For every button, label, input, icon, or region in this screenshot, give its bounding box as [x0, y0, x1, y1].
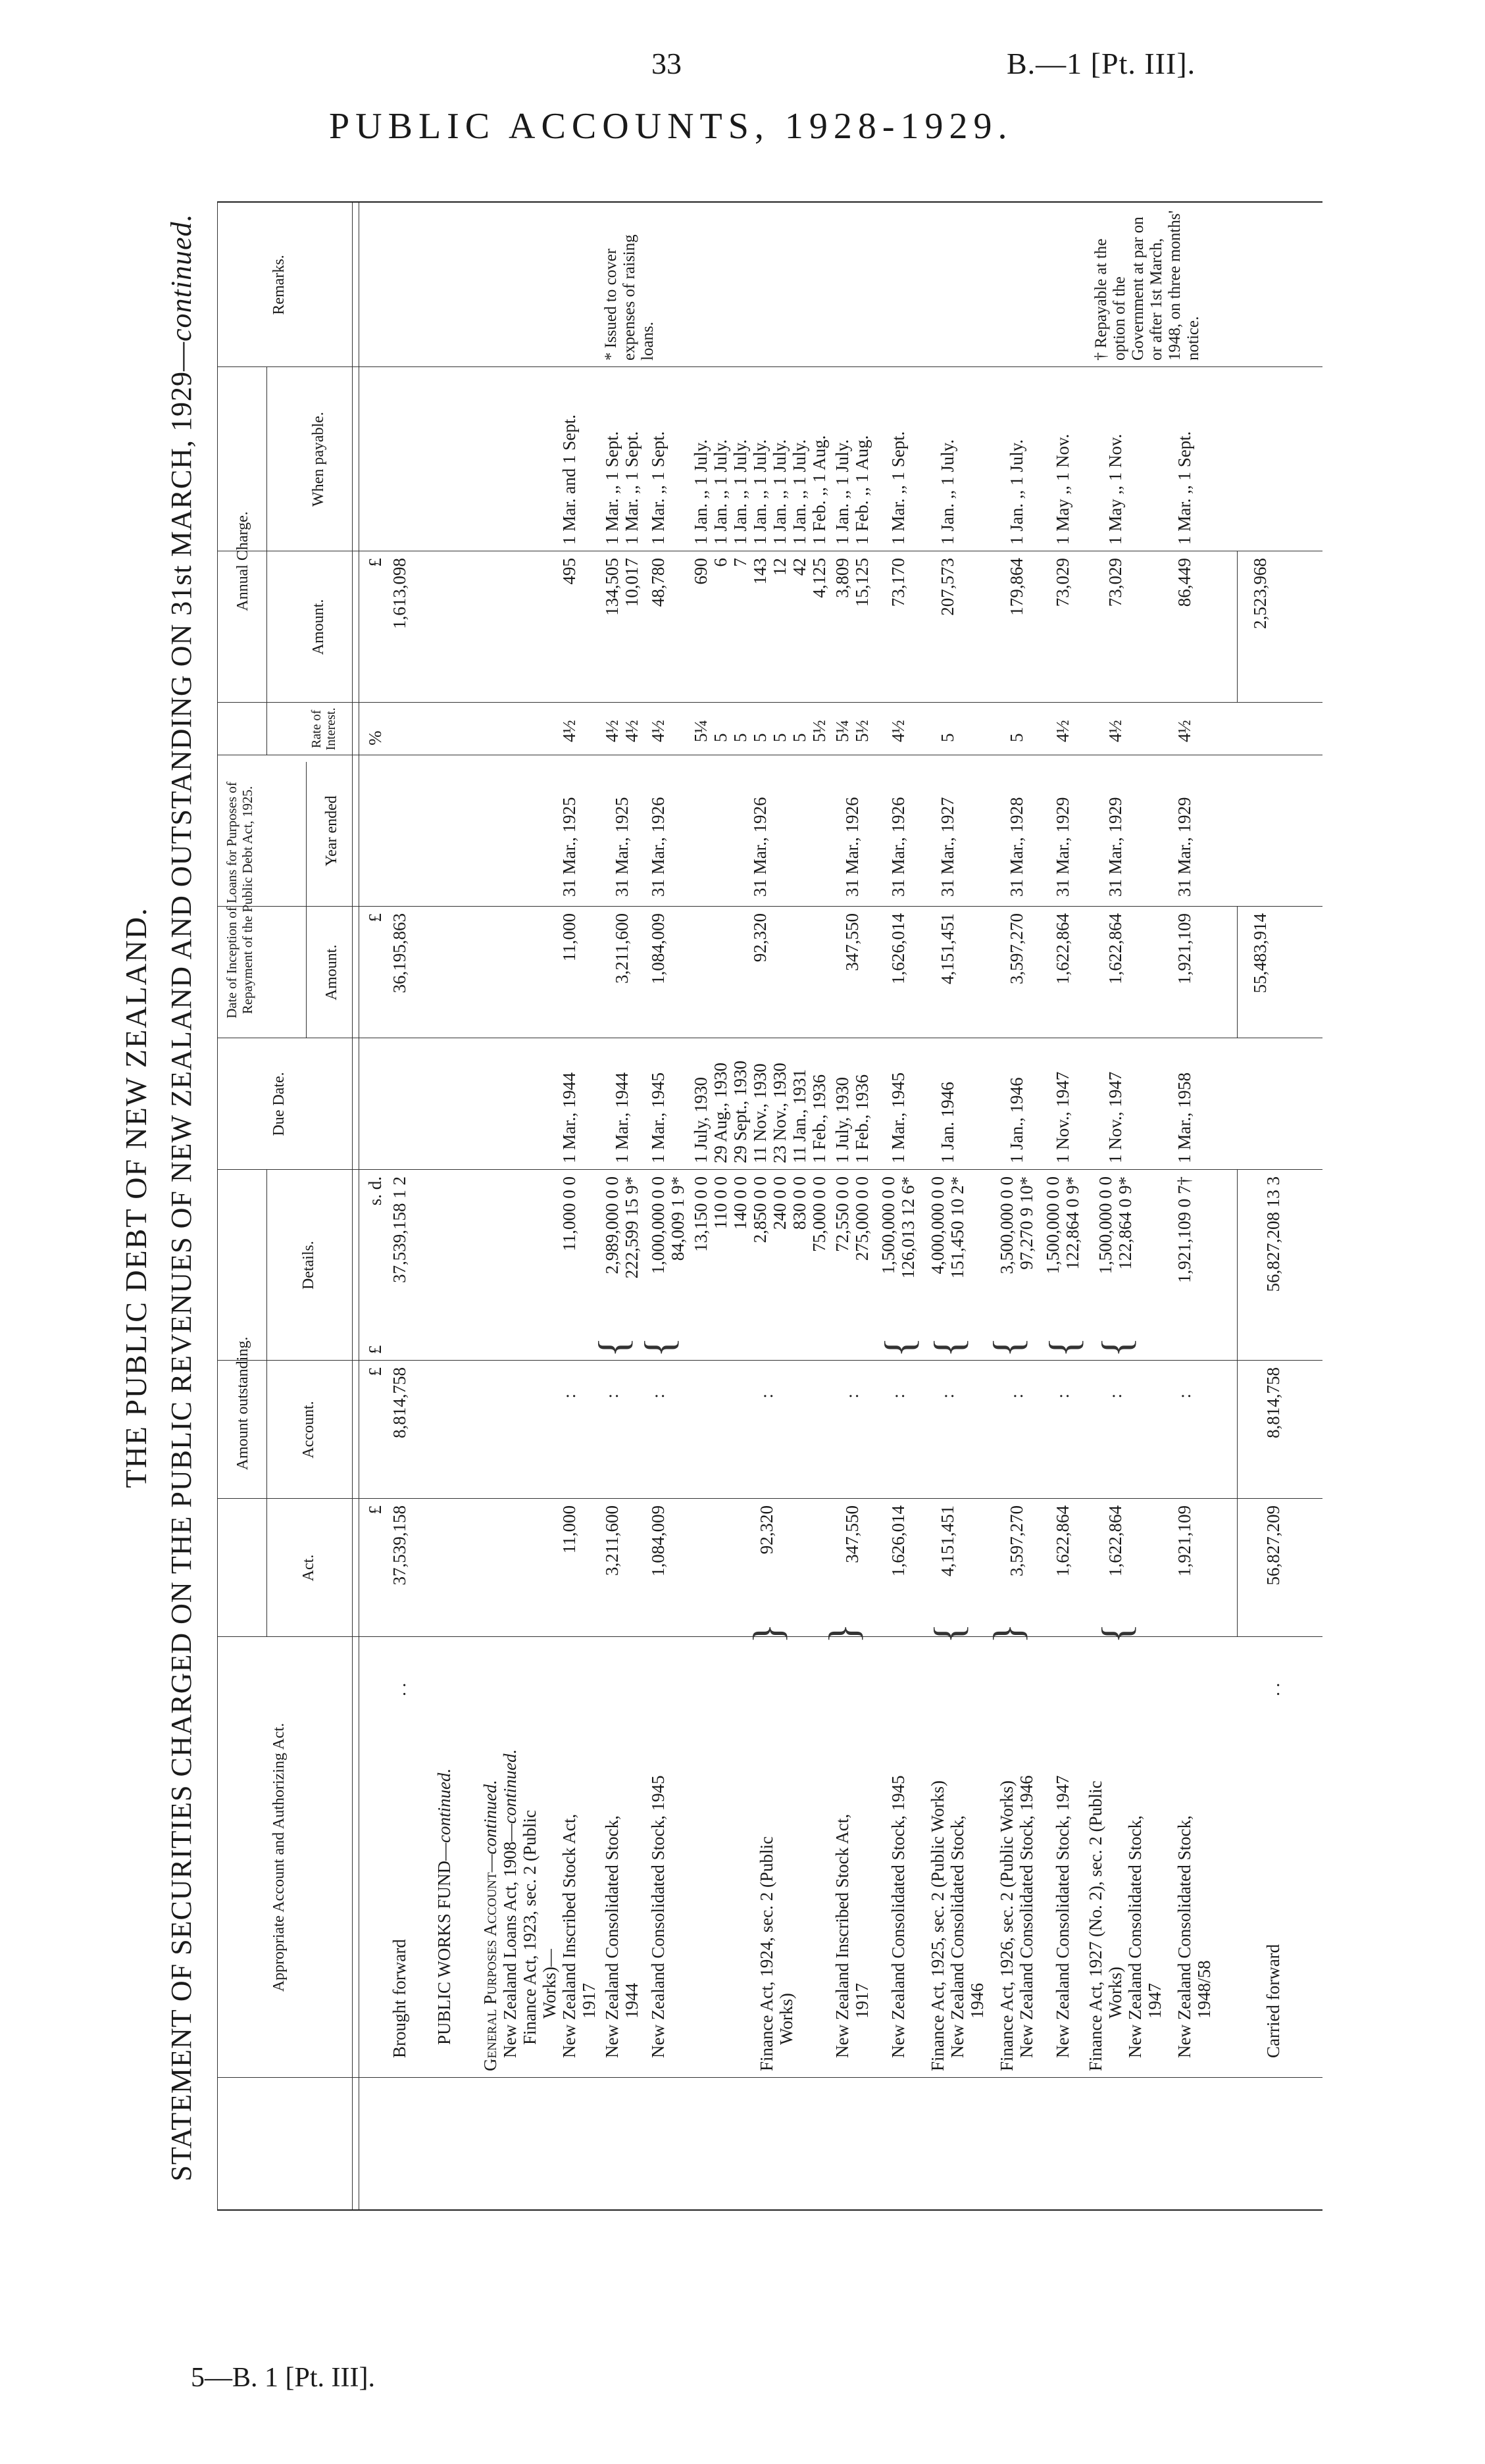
when-payable: 1 Feb. ,, 1 Aug. — [852, 435, 872, 545]
due-date: 1 Mar., 1945 — [888, 1072, 908, 1163]
due-date: 1 Mar., 1944 — [612, 1072, 632, 1163]
act-amount: 3,211,600 — [602, 1505, 622, 1576]
charge-amount: 6 — [711, 558, 730, 567]
interest-rate: 4½ — [648, 720, 668, 742]
account-amount: : — [1007, 1394, 1026, 1399]
account-heading: General Purposes Account—continued. — [480, 1780, 500, 2071]
act-amount: 1,622,864 — [1053, 1505, 1072, 1576]
inception-amount: 1,622,864 — [1053, 913, 1072, 984]
col-header-when-payable: When payable. — [310, 412, 327, 507]
carried-act: 56,827,209 — [1263, 1505, 1283, 1586]
details-amount: 1,500,000 0 0 — [878, 1176, 898, 1274]
remark: † Repayable at the option of the Government at par on or after 1st March, 1948, on three months' notice. — [1092, 210, 1202, 361]
details-amount: 151,450 10 2* — [947, 1176, 967, 1279]
row-label: 1948/58 — [1194, 1960, 1214, 2019]
inception-amount: 1,626,014 — [888, 913, 908, 984]
charge-amount: 73,029 — [1053, 558, 1072, 607]
row-label: Finance Act, 1924, sec. 2 (Public — [757, 1836, 776, 2071]
charge-amount: 73,029 — [1105, 558, 1125, 607]
charge-amount: 7 — [730, 558, 750, 567]
brace: { — [984, 1337, 1031, 1357]
act-amount: 1,921,109 — [1174, 1505, 1194, 1576]
rule — [352, 203, 353, 2209]
when-payable: 1 Jan. ,, 1 July. — [938, 439, 957, 545]
col-header-remarks: Remarks. — [270, 255, 288, 315]
interest-rate: 5¼ — [832, 720, 852, 742]
charge-amount: 86,449 — [1174, 558, 1194, 607]
brace: } — [984, 1623, 1031, 1644]
charge-amount: 134,505 — [602, 558, 622, 616]
act-heading: New Zealand Loans Act, 1908—continued. — [500, 1749, 520, 2058]
col-header-year-ended: Year ended — [323, 795, 340, 867]
row-label: 1917 — [852, 1983, 872, 2019]
col-header-due-date: Due Date. — [270, 1072, 288, 1136]
brace: { — [636, 1337, 682, 1357]
when-payable: 1 May ,, 1 Nov. — [1053, 434, 1072, 545]
due-date: 1 Feb., 1936 — [852, 1074, 872, 1163]
col-header-annual-charge: Annual Charge. — [234, 511, 251, 611]
when-payable: 1 Jan. ,, 1 July. — [711, 439, 730, 545]
details-amount: 1,000,000 0 0 — [648, 1176, 668, 1274]
brace: { — [925, 1623, 972, 1644]
col-header-details: Details. — [300, 1241, 317, 1290]
rule — [217, 203, 218, 2209]
due-date: 1 Mar., 1944 — [559, 1072, 579, 1163]
act-amount: 1,622,864 — [1105, 1505, 1125, 1576]
due-date: 1 July, 1930 — [832, 1076, 852, 1163]
row-label: New Zealand Consolidated Stock, 1945 — [648, 1775, 668, 2058]
charge-amount: 73,170 — [888, 558, 908, 607]
year-ended: 31 Mar., 1929 — [1105, 797, 1125, 897]
interest-rate: 5 — [938, 733, 957, 742]
account-amount: : — [602, 1394, 622, 1399]
row-label: Finance Act, 1927 (No. 2), sec. 2 (Public — [1086, 1780, 1105, 2071]
rule — [217, 906, 1322, 907]
year-ended: 31 Mar., 1929 — [1174, 797, 1194, 897]
inception-amount: 347,550 — [842, 913, 862, 971]
charge-amount: 4,125 — [809, 558, 829, 598]
due-date: 1 Nov., 1947 — [1105, 1071, 1125, 1163]
due-date: 1 Mar., 1945 — [648, 1072, 668, 1163]
due-date: 1 Feb., 1936 — [809, 1074, 829, 1163]
due-date: 1 Mar., 1958 — [1174, 1072, 1194, 1163]
brace: { — [925, 1337, 972, 1357]
when-payable: 1 Mar. and 1 Sept. — [559, 415, 579, 545]
details-amount: 122,864 0 9* — [1063, 1176, 1082, 1270]
due-date: 1 Jan. 1946 — [938, 1082, 957, 1163]
carried-account: 8,814,758 — [1263, 1367, 1283, 1438]
brace: } — [820, 1623, 867, 1644]
inception-amount: 3,597,270 — [1007, 913, 1026, 984]
due-date: 1 Jan., 1946 — [1007, 1077, 1026, 1163]
brought-inception-amount: 36,195,863 — [390, 913, 409, 993]
charge-amount: 10,017 — [622, 558, 642, 607]
charge-amount: 15,125 — [852, 558, 872, 607]
account-amount: : — [1174, 1394, 1194, 1399]
unit-pound: £ — [365, 1505, 385, 1515]
act-amount: 1,626,014 — [888, 1505, 908, 1576]
charge-amount: 690 — [691, 558, 711, 585]
running-header: PUBLIC ACCOUNTS, 1928-1929. — [329, 106, 1013, 147]
year-ended: 31 Mar., 1929 — [1053, 797, 1072, 897]
year-ended: 31 Mar., 1926 — [842, 797, 862, 897]
col-header-inception: Date of Inception of Loans for Purposes of Repayment of the Public Debt Act, 1925. — [224, 782, 255, 1018]
unit-pound: £ — [365, 1367, 385, 1376]
brace: } — [744, 1623, 791, 1644]
brought-account: 8,814,758 — [390, 1367, 409, 1438]
interest-rate: 5 — [730, 733, 750, 742]
col-header-act: Appropriate Account and Authorizing Act. — [270, 1722, 288, 1992]
details-amount: 3,500,000 0 0 — [997, 1176, 1017, 1274]
act-amount: 92,320 — [757, 1505, 776, 1555]
col-header-charge-amount: Amount. — [310, 599, 327, 655]
act-amount: 4,151,451 — [938, 1505, 957, 1576]
row-label: New Zealand Consolidated Stock, — [947, 1815, 967, 2058]
when-payable: 1 Feb. ,, 1 Aug. — [809, 435, 829, 545]
charge-amount: 179,864 — [1007, 558, 1026, 616]
when-payable: 1 Mar. ,, 1 Sept. — [648, 431, 668, 545]
page-number: 33 — [651, 47, 682, 80]
table-title: THE PUBLIC DEBT OF NEW ZEALAND. — [119, 907, 153, 1488]
inception-amount: 92,320 — [750, 913, 770, 963]
row-label: 1946 — [967, 1983, 987, 2019]
when-payable: 1 Jan. ,, 1 July. — [1007, 439, 1026, 545]
details-amount: 2,850 0 0 — [750, 1176, 770, 1244]
rule — [217, 2077, 1322, 2078]
leader-dots: . . — [1263, 1682, 1283, 1696]
details-amount: 72,550 0 0 — [832, 1176, 852, 1252]
year-ended: 31 Mar., 1926 — [750, 797, 770, 897]
row-label: 1947 — [1145, 1983, 1165, 2019]
details-amount: 275,000 0 0 — [852, 1176, 872, 1261]
row-label: 1944 — [622, 1983, 642, 2019]
rule — [266, 367, 267, 755]
row-label: 1917 — [579, 1983, 599, 2019]
interest-rate: 5 — [1007, 733, 1026, 742]
row-label-carried-forward: Carried forward — [1263, 1944, 1283, 2058]
row-label: Works) — [1105, 1967, 1125, 2019]
interest-rate: 4½ — [622, 720, 642, 742]
col-header-amount-outstanding: Amount outstanding. — [234, 1336, 251, 1471]
when-payable: 1 Jan. ,, 1 July. — [770, 439, 790, 545]
brace: { — [876, 1337, 922, 1357]
account-amount: : — [1053, 1394, 1072, 1399]
interest-rate: 5¼ — [691, 720, 711, 742]
interest-rate: 4½ — [602, 720, 622, 742]
row-label-brought-forward: Brought forward — [390, 1939, 409, 2058]
leader-dots: . . — [390, 1682, 409, 1696]
act-subheading: Works)— — [540, 1949, 559, 2019]
col-header-account: Account. — [300, 1401, 317, 1459]
account-amount: : — [648, 1394, 668, 1399]
interest-rate: 4½ — [1174, 720, 1194, 742]
carried-inception-amount: 55,483,914 — [1250, 913, 1270, 993]
footer-reference: 5—B. 1 [Pt. III]. — [191, 2363, 375, 2393]
details-amount: 2,989,000 0 0 — [602, 1176, 622, 1274]
inception-amount: 4,151,451 — [938, 913, 957, 984]
details-amount: 240 0 0 — [770, 1176, 790, 1230]
act-amount: 347,550 — [842, 1505, 862, 1563]
when-payable: 1 Jan. ,, 1 July. — [832, 439, 852, 545]
year-ended: 31 Mar., 1926 — [648, 797, 668, 897]
row-label: New Zealand Consolidated Stock, 1947 — [1053, 1775, 1072, 2058]
col-header-rate: Rate of Interest. — [309, 707, 338, 751]
charge-amount: 42 — [790, 558, 809, 576]
charge-amount: 48,780 — [648, 558, 668, 607]
row-label: Works) — [776, 1993, 796, 2045]
interest-rate: 4½ — [1105, 720, 1125, 742]
details-amount: 84,009 1 9* — [668, 1176, 688, 1261]
inception-amount: 1,084,009 — [648, 913, 668, 984]
due-date: 29 Sept., 1930 — [730, 1060, 750, 1163]
when-payable: 1 Jan. ,, 1 July. — [750, 439, 770, 545]
act-amount: 3,597,270 — [1007, 1505, 1026, 1576]
due-date: 23 Nov., 1930 — [770, 1063, 790, 1163]
account-amount: : — [938, 1394, 957, 1399]
unit-pound: £ — [365, 913, 385, 922]
carried-charge-amount: 2,523,968 — [1250, 558, 1270, 629]
details-amount: 13,150 0 0 — [691, 1176, 711, 1252]
details-amount: 11,000 0 0 — [559, 1176, 579, 1251]
act-amount: 11,000 — [559, 1505, 579, 1554]
year-ended: 31 Mar., 1925 — [559, 797, 579, 897]
details-amount: 122,864 0 9* — [1115, 1176, 1135, 1270]
remark: * Issued to cover expenses of raising loans. — [602, 234, 657, 361]
when-payable: 1 Mar. ,, 1 Sept. — [622, 431, 642, 545]
interest-rate: 4½ — [1053, 720, 1072, 742]
debt-table — [217, 201, 1322, 2211]
inception-amount: 11,000 — [559, 913, 579, 962]
when-payable: 1 May ,, 1 Nov. — [1105, 434, 1125, 545]
when-payable: 1 Jan. ,, 1 July. — [691, 439, 711, 545]
inception-amount: 3,211,600 — [612, 913, 632, 984]
details-amount: 830 0 0 — [790, 1176, 809, 1230]
charge-amount: 12 — [770, 558, 790, 576]
brace: { — [1040, 1337, 1087, 1357]
rule — [1237, 907, 1238, 1038]
brace: { — [1093, 1337, 1140, 1357]
when-payable: 1 Mar. ,, 1 Sept. — [602, 431, 622, 545]
account-amount: : — [1105, 1394, 1125, 1399]
row-label: New Zealand Consolidated Stock, 1945 — [888, 1775, 908, 2058]
account-amount: : — [559, 1394, 579, 1399]
year-ended: 31 Mar., 1928 — [1007, 797, 1026, 897]
details-amount: 1,500,000 0 0 — [1043, 1176, 1063, 1274]
act-subheading: Finance Act, 1923, sec. 2 (Public — [520, 1810, 540, 2045]
unit-shillings-pence: s. d. — [365, 1176, 385, 1206]
row-label: Finance Act, 1926, sec. 2 (Public Works) — [997, 1780, 1017, 2071]
details-amount: 222,599 15 9* — [622, 1176, 642, 1279]
interest-rate: 4½ — [888, 720, 908, 742]
account-amount: : — [888, 1394, 908, 1399]
row-label: New Zealand Consolidated Stock, — [602, 1815, 622, 2058]
unit-pound: £ — [365, 558, 385, 567]
year-ended: 31 Mar., 1925 — [612, 797, 632, 897]
unit-pound: £ — [365, 1345, 385, 1354]
when-payable: 1 Mar. ,, 1 Sept. — [1174, 431, 1194, 545]
unit-percent: % — [365, 730, 385, 745]
brace: { — [1093, 1623, 1140, 1644]
table-subtitle: STATEMENT OF SECURITIES CHARGED ON THE PUBLIC REVENUES OF NEW ZEALAND AND OUTSTANDING ON 31st MARCH, 1929—continued. — [165, 213, 197, 2182]
due-date: 11 Nov., 1930 — [750, 1063, 770, 1163]
interest-rate: 4½ — [559, 720, 579, 742]
details-amount: 4,000,000 0 0 — [928, 1176, 947, 1274]
rule — [306, 762, 307, 1038]
when-payable: 1 Jan. ,, 1 July. — [730, 439, 750, 545]
fund-heading: PUBLIC WORKS FUND—continued. — [434, 1768, 454, 2045]
rule — [266, 1170, 267, 1637]
brace: { — [590, 1337, 636, 1357]
details-amount: 1,921,109 0 7† — [1174, 1176, 1194, 1283]
interest-rate: 5½ — [852, 720, 872, 742]
row-label: New Zealand Consolidated Stock, — [1174, 1815, 1194, 2058]
when-payable: 1 Jan. ,, 1 July. — [790, 439, 809, 545]
interest-rate: 5 — [750, 733, 770, 742]
brought-act: 37,539,158 — [390, 1505, 409, 1586]
details-amount: 97,270 9 10* — [1017, 1176, 1036, 1270]
details-amount: 1,500,000 0 0 — [1095, 1176, 1115, 1274]
account-amount: : — [757, 1394, 776, 1399]
row-label: New Zealand Inscribed Stock Act, — [832, 1813, 852, 2058]
interest-rate: 5 — [711, 733, 730, 742]
charge-amount: 3,809 — [832, 558, 852, 598]
row-label: New Zealand Inscribed Stock Act, — [559, 1813, 579, 2058]
details-amount: 110 0 0 — [711, 1176, 730, 1229]
when-payable: 1 Mar. ,, 1 Sept. — [888, 431, 908, 545]
page-reference: B.—1 [Pt. III]. — [1007, 47, 1196, 80]
carried-details: 56,827,208 13 3 — [1263, 1176, 1283, 1292]
brought-charge-amount: 1,613,098 — [390, 558, 409, 629]
rule — [217, 1169, 1322, 1170]
rule — [1237, 1170, 1238, 1637]
charge-amount: 495 — [559, 558, 579, 585]
row-label: New Zealand Consolidated Stock, 1946 — [1017, 1775, 1036, 2058]
account-amount: : — [842, 1394, 862, 1399]
rule — [217, 366, 1322, 367]
act-amount: 1,084,009 — [648, 1505, 668, 1576]
row-label: Finance Act, 1925, sec. 2 (Public Works) — [928, 1780, 947, 2071]
due-date: 11 Jan., 1931 — [790, 1069, 809, 1163]
row-label: New Zealand Consolidated Stock, — [1125, 1815, 1145, 2058]
due-date: 1 Nov., 1947 — [1053, 1071, 1072, 1163]
details-amount: 75,000 0 0 — [809, 1176, 829, 1252]
due-date: 29 Aug., 1930 — [711, 1062, 730, 1163]
details-amount: 140 0 0 — [730, 1176, 750, 1230]
col-header-inception-amount: Amount. — [323, 944, 340, 1001]
inception-amount: 1,921,109 — [1174, 913, 1194, 984]
col-header-act-amount: Act. — [300, 1554, 317, 1582]
rotated-table-stage — [118, 158, 1355, 2237]
interest-rate: 5½ — [809, 720, 829, 742]
year-ended: 31 Mar., 1927 — [938, 797, 957, 897]
year-ended: 31 Mar., 1926 — [888, 797, 908, 897]
charge-amount: 143 — [750, 558, 770, 585]
inception-amount: 1,622,864 — [1105, 913, 1125, 984]
rule — [1237, 551, 1238, 703]
due-date: 1 July, 1930 — [691, 1076, 711, 1163]
brought-details: 37,539,158 1 2 — [390, 1176, 409, 1283]
charge-amount: 207,573 — [938, 558, 957, 616]
interest-rate: 5 — [790, 733, 809, 742]
details-amount: 126,013 12 6* — [898, 1176, 918, 1279]
interest-rate: 5 — [770, 733, 790, 742]
